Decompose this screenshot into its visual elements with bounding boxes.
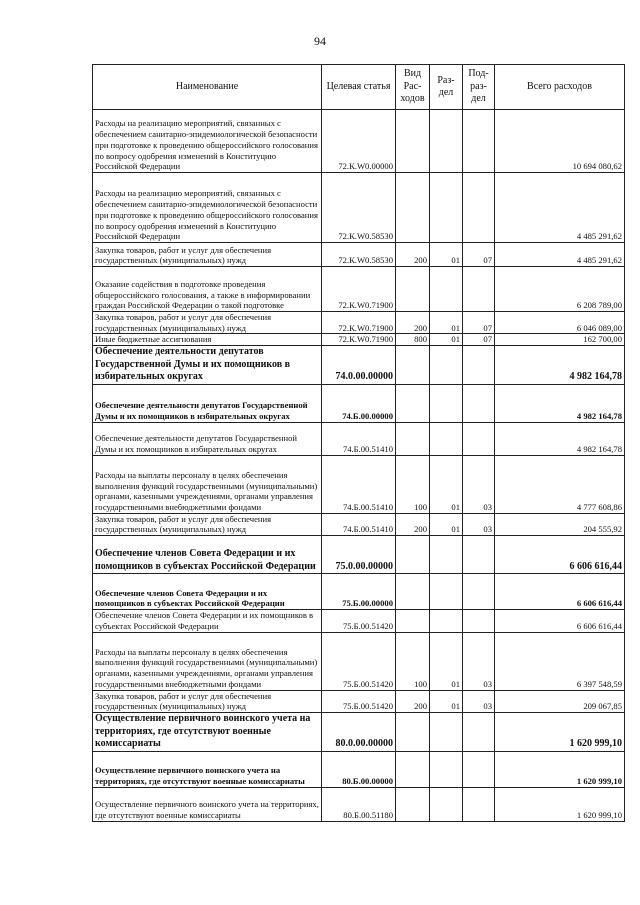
row-razdel: 01 bbox=[430, 455, 463, 513]
row-total: 4 982 164,78 bbox=[495, 422, 625, 455]
row-vid: 800 bbox=[396, 334, 430, 346]
row-razdel bbox=[430, 422, 463, 455]
row-vid bbox=[396, 110, 430, 173]
row-name: Расходы на реализацию мероприятий, связанных с обеспечением санитарно-эпидемиологической безопасности при подготовке к проведению общероссийского голосования по вопросу одобрения изменений в Конституцию Российской Федерации bbox=[93, 110, 322, 173]
table-row bbox=[93, 513, 625, 535]
row-podrazdel: 07 bbox=[463, 334, 495, 346]
table-row bbox=[93, 751, 625, 787]
row-vid bbox=[396, 610, 430, 632]
row-code: 72.К.W0.71900 bbox=[322, 312, 396, 334]
row-code: 72.К.W0.58530 bbox=[322, 243, 396, 267]
row-vid: 200 bbox=[396, 690, 430, 712]
header-vid: Вид Рас- ходов bbox=[396, 65, 430, 110]
row-code: 72.К.W0.71900 bbox=[322, 267, 396, 312]
row-podrazdel: 07 bbox=[463, 312, 495, 334]
table-row bbox=[93, 267, 625, 312]
row-name: Обеспечение деятельности депутатов Государственной Думы и их помощников в избирательных округах bbox=[93, 422, 322, 455]
row-total: 209 067,85 bbox=[495, 690, 625, 712]
row-vid bbox=[396, 173, 430, 243]
row-vid bbox=[396, 536, 430, 574]
row-name: Расходы на выплаты персоналу в целях обеспечения выполнения функций государственными (муниципальными) органами, казенными учреждениями, органами управления государственными внебюджетными фондами bbox=[93, 455, 322, 513]
table-row bbox=[93, 690, 625, 712]
row-vid: 200 bbox=[396, 243, 430, 267]
row-vid bbox=[396, 422, 430, 455]
row-razdel: 01 bbox=[430, 632, 463, 690]
row-razdel: 01 bbox=[430, 312, 463, 334]
row-total: 1 620 999,10 bbox=[495, 713, 625, 752]
table-row bbox=[93, 173, 625, 243]
row-vid bbox=[396, 751, 430, 787]
row-code: 74.Б.00.51410 bbox=[322, 455, 396, 513]
row-total: 6 397 548,59 bbox=[495, 632, 625, 690]
row-total: 6 606 616,44 bbox=[495, 536, 625, 574]
row-name: Расходы на реализацию мероприятий, связанных с обеспечением санитарно-эпидемиологической безопасности при подготовке к проведению общероссийского голосования по вопросу одобрения изменений в Конституцию Российской Федерации bbox=[93, 173, 322, 243]
row-name: Обеспечение деятельности депутатов Государственной Думы и их помощников в избирательных округах bbox=[93, 384, 322, 422]
header-razdel: Раз- дел bbox=[430, 65, 463, 110]
row-code: 80.0.00.00000 bbox=[322, 713, 396, 752]
row-code: 74.Б.00.51410 bbox=[322, 422, 396, 455]
row-vid: 200 bbox=[396, 513, 430, 535]
row-podrazdel bbox=[463, 384, 495, 422]
row-code: 72.К.W0.71900 bbox=[322, 334, 396, 346]
table-row bbox=[93, 422, 625, 455]
row-podrazdel bbox=[463, 173, 495, 243]
row-name: Закупка товаров, работ и услуг для обеспечения государственных (муниципальных) нужд bbox=[93, 312, 322, 334]
row-name: Закупка товаров, работ и услуг для обеспечения государственных (муниципальных) нужд bbox=[93, 243, 322, 267]
row-name: Обеспечение членов Совета Федерации и их помощников в субъектах Российской Федерации bbox=[93, 536, 322, 574]
row-code: 72.К.W0.00000 bbox=[322, 110, 396, 173]
header-name: Наименование bbox=[93, 65, 322, 110]
row-podrazdel: 03 bbox=[463, 513, 495, 535]
table-row bbox=[93, 110, 625, 173]
table-row bbox=[93, 536, 625, 574]
row-total: 6 046 089,00 bbox=[495, 312, 625, 334]
row-razdel: 01 bbox=[430, 513, 463, 535]
row-code: 80.Б.00.51180 bbox=[322, 787, 396, 821]
table-row bbox=[93, 713, 625, 752]
row-vid bbox=[396, 346, 430, 385]
row-total: 6 606 616,44 bbox=[495, 610, 625, 632]
row-name: Осуществление первичного воинского учета на территориях, где отсутствуют военные комиссариаты bbox=[93, 713, 322, 752]
row-name: Закупка товаров, работ и услуг для обеспечения государственных (муниципальных) нужд bbox=[93, 690, 322, 712]
table-row bbox=[93, 632, 625, 690]
table-row bbox=[93, 384, 625, 422]
table-row bbox=[93, 455, 625, 513]
row-total: 10 694 080,62 bbox=[495, 110, 625, 173]
row-podrazdel bbox=[463, 713, 495, 752]
row-razdel bbox=[430, 713, 463, 752]
row-razdel: 01 bbox=[430, 334, 463, 346]
row-vid: 100 bbox=[396, 632, 430, 690]
row-vid: 100 bbox=[396, 455, 430, 513]
row-code: 80.Б.00.00000 bbox=[322, 751, 396, 787]
row-code: 72.К.W0.58530 bbox=[322, 173, 396, 243]
table-row bbox=[93, 312, 625, 334]
row-podrazdel bbox=[463, 346, 495, 385]
row-total: 4 485 291,62 bbox=[495, 243, 625, 267]
row-total: 1 620 999,10 bbox=[495, 787, 625, 821]
row-razdel bbox=[430, 346, 463, 385]
row-total: 4 982 164,78 bbox=[495, 346, 625, 385]
header-target: Целевая статья bbox=[322, 65, 396, 110]
row-code: 75.Б.00.51420 bbox=[322, 690, 396, 712]
row-podrazdel bbox=[463, 751, 495, 787]
row-total: 4 982 164,78 bbox=[495, 384, 625, 422]
row-razdel bbox=[430, 267, 463, 312]
row-total: 6 606 616,44 bbox=[495, 574, 625, 610]
row-vid bbox=[396, 713, 430, 752]
row-podrazdel bbox=[463, 536, 495, 574]
row-vid bbox=[396, 787, 430, 821]
budget-table bbox=[92, 64, 625, 822]
row-vid bbox=[396, 574, 430, 610]
row-code: 75.Б.00.51420 bbox=[322, 632, 396, 690]
row-total: 1 620 999,10 bbox=[495, 751, 625, 787]
row-name: Обеспечение деятельности депутатов Государственной Думы и их помощников в избирательных округах bbox=[93, 346, 322, 385]
row-code: 75.Б.00.51420 bbox=[322, 610, 396, 632]
row-razdel bbox=[430, 787, 463, 821]
row-podrazdel bbox=[463, 110, 495, 173]
row-razdel bbox=[430, 384, 463, 422]
row-razdel bbox=[430, 536, 463, 574]
row-vid bbox=[396, 384, 430, 422]
table-row bbox=[93, 610, 625, 632]
row-code: 75.Б.00.00000 bbox=[322, 574, 396, 610]
row-razdel: 01 bbox=[430, 243, 463, 267]
table-header-row bbox=[93, 65, 625, 110]
row-total: 204 555,92 bbox=[495, 513, 625, 535]
row-code: 74.Б.00.51410 bbox=[322, 513, 396, 535]
table-row bbox=[93, 787, 625, 821]
row-vid: 200 bbox=[396, 312, 430, 334]
row-name: Оказание содействия в подготовке проведения общероссийского голосования, а также в информировании граждан Российской Федерации о такой подготовке bbox=[93, 267, 322, 312]
row-name: Расходы на выплаты персоналу в целях обеспечения выполнения функций государственными (муниципальными) органами, казенными учреждениями, органами управления государственными внебюджетными фондами bbox=[93, 632, 322, 690]
row-podrazdel: 03 bbox=[463, 632, 495, 690]
row-podrazdel: 07 bbox=[463, 243, 495, 267]
header-podrazdel: Под- раз- дел bbox=[463, 65, 495, 110]
row-podrazdel: 03 bbox=[463, 690, 495, 712]
table-row bbox=[93, 334, 625, 346]
row-razdel bbox=[430, 110, 463, 173]
row-name: Обеспечение членов Совета Федерации и их помощников в субъектах Российской Федерации bbox=[93, 610, 322, 632]
row-total: 4 485 291,62 bbox=[495, 173, 625, 243]
row-podrazdel bbox=[463, 422, 495, 455]
row-code: 74.Б.00.00000 bbox=[322, 384, 396, 422]
row-razdel: 01 bbox=[430, 690, 463, 712]
row-name: Осуществление первичного воинского учета на территориях, где отсутствуют военные комиссариаты bbox=[93, 787, 322, 821]
table-row bbox=[93, 346, 625, 385]
header-total: Всего расходов bbox=[495, 65, 625, 110]
row-podrazdel: 03 bbox=[463, 455, 495, 513]
row-razdel bbox=[430, 751, 463, 787]
row-podrazdel bbox=[463, 787, 495, 821]
row-razdel bbox=[430, 173, 463, 243]
row-name: Осуществление первичного воинского учета на территориях, где отсутствуют военные комиссариаты bbox=[93, 751, 322, 787]
table-row bbox=[93, 574, 625, 610]
row-podrazdel bbox=[463, 267, 495, 312]
page-number: 94 bbox=[314, 34, 326, 48]
row-vid bbox=[396, 267, 430, 312]
row-razdel bbox=[430, 574, 463, 610]
row-name: Обеспечение членов Совета Федерации и их помощников в субъектах Российской Федерации bbox=[93, 574, 322, 610]
table-row bbox=[93, 243, 625, 267]
row-name: Иные бюджетные ассигнования bbox=[93, 334, 322, 346]
row-code: 74.0.00.00000 bbox=[322, 346, 396, 385]
row-total: 4 777 608,86 bbox=[495, 455, 625, 513]
row-podrazdel bbox=[463, 610, 495, 632]
row-code: 75.0.00.00000 bbox=[322, 536, 396, 574]
row-podrazdel bbox=[463, 574, 495, 610]
row-name: Закупка товаров, работ и услуг для обеспечения государственных (муниципальных) нужд bbox=[93, 513, 322, 535]
row-razdel bbox=[430, 610, 463, 632]
row-total: 162 700,00 bbox=[495, 334, 625, 346]
row-total: 6 208 789,00 bbox=[495, 267, 625, 312]
